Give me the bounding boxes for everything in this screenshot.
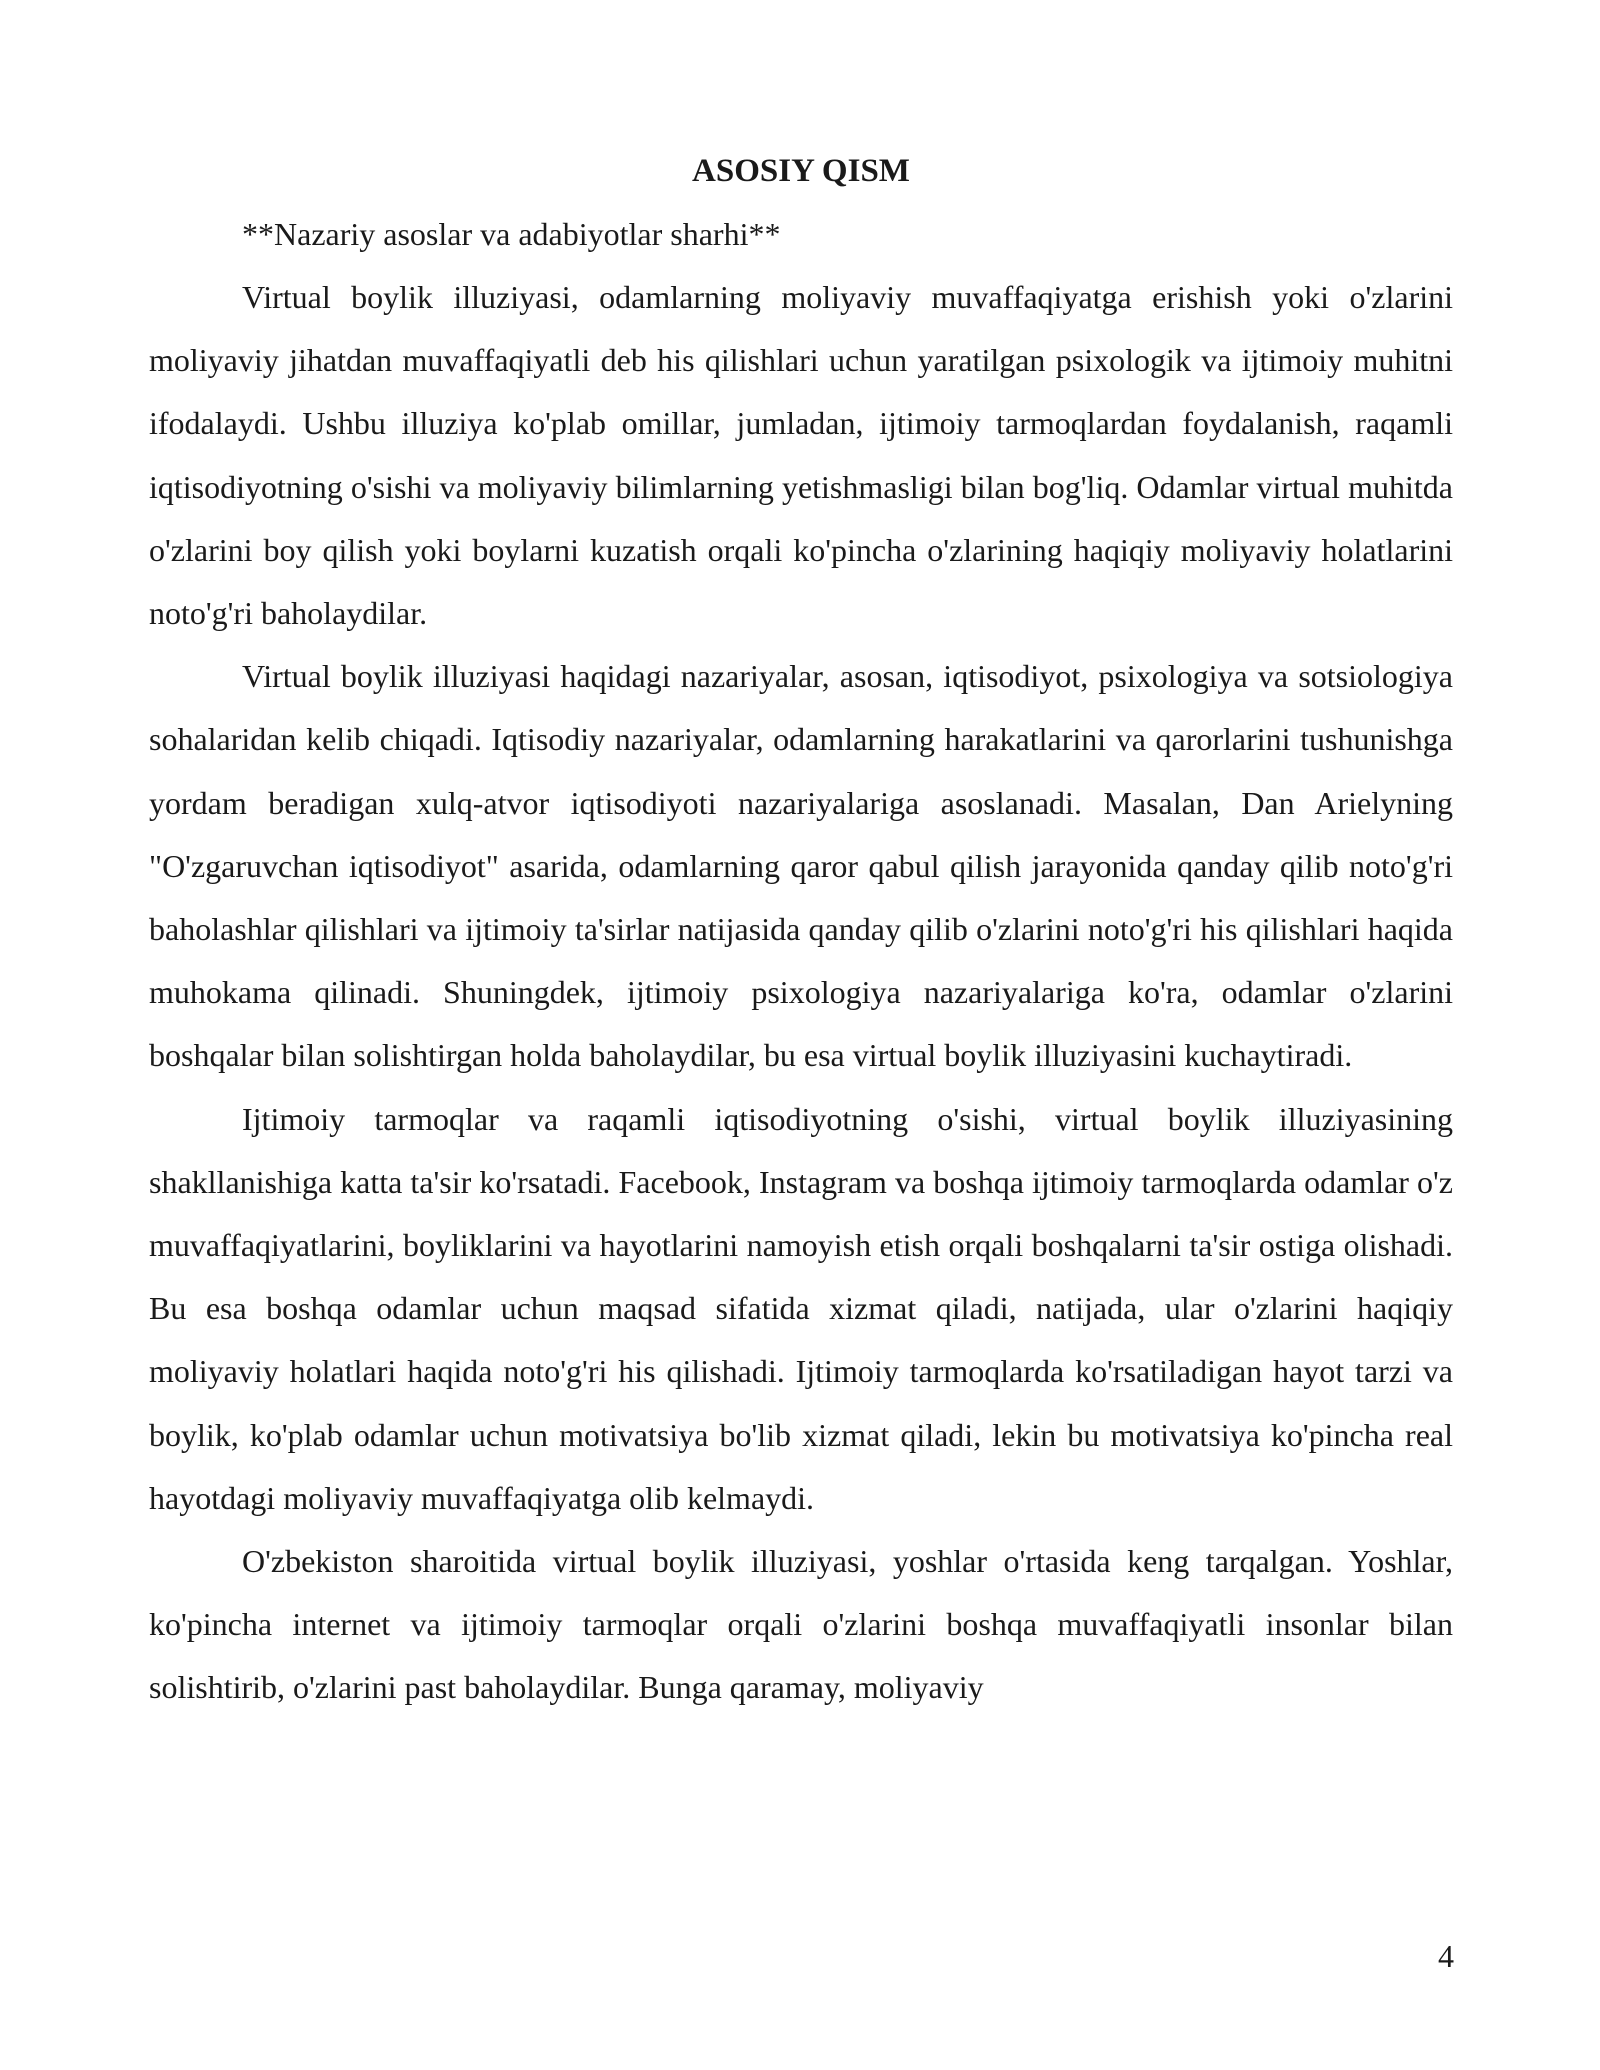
paragraph-3: Ijtimoiy tarmoqlar va raqamli iqtisodiyotning o'sishi, virtual boylik illuziyasining shakllanishiga katta ta'sir ko'rsatadi. Facebook, Instagram va boshqa ijtimoiy tarmoqlarda odamlar o'z muvaffaqiyatlarini, boyliklarini va hayotlarini namoyish etish orqali boshqalarni ta'sir ostiga olishadi. Bu esa boshqa odamlar uchun maqsad sifatida xizmat qiladi, natijada, ular o'zlarini haqiqiy moliyaviy holatlari haqida noto'g'ri his qilishadi. Ijtimoiy tarmoqlarda ko'rsatiladigan hayot tarzi va boylik, ko'plab odamlar uchun motivatsiya bo'lib xizmat qiladi, lekin bu motivatsiya ko'pincha real hayotdagi moliyaviy muvaffaqiyatga olib kelmaydi.: [149, 1100, 1453, 1516]
paragraph-4: O'zbekiston sharoitida virtual boylik illuziyasi, yoshlar o'rtasida keng tarqalgan. Yoshlar, ko'pincha internet va ijtimoiy tarmoqlar orqali o'zlarini boshqa muvaffaqiyatli insonlar bilan solishtirib, o'zlarini past baholaydilar. Bunga qaramay, moliyaviy: [149, 1543, 1453, 1706]
paragraph-2: Virtual boylik illuziyasi haqidagi nazariyalar, asosan, iqtisodiyot, psixologiya va sotsiologiya sohalaridan kelib chiqadi. Iqtisodiy nazariyalar, odamlarning harakatlarini va qarorlarini tushunishga yordam beradigan xulq-atvor iqtisodiyoti nazariyalariga asoslanadi. Masalan, Dan Arielyning "O'zgaruvchan iqtisodiyot" asarida, odamlarning qaror qabul qilish jarayonida qanday qilib noto'g'ri baholashlar qilishlari va ijtimoiy ta'sirlar natijasida qanday qilib o'zlarini noto'g'ri his qilishlari haqida muhokama qilinadi. Shuningdek, ijtimoiy psixologiya nazariyalariga ko'ra, odamlar o'zlarini boshqalar bilan solishtirgan holda baholaydilar, bu esa virtual boylik illuziyasini kuchaytiradi.: [149, 658, 1453, 1074]
section-title: ASOSIY QISM: [692, 153, 910, 189]
section-subtitle: **Nazariy asoslar va adabiyotlar sharhi**: [242, 216, 781, 252]
page-number: 4: [1438, 1938, 1454, 1974]
document-page: [149, 140, 1453, 1720]
paragraph-1: Virtual boylik illuziyasi, odamlarning moliyaviy muvaffaqiyatga erishish yoki o'zlarini moliyaviy jihatdan muvaffaqiyatli deb his qilishlari uchun yaratilgan psixologik va ijtimoiy muhitni ifodalaydi. Ushbu illuziya ko'plab omillar, jumladan, ijtimoiy tarmoqlardan foydalanish, raqamli iqtisodiyotning o'sishi va moliyaviy bilimlarning yetishmasligi bilan bog'liq. Odamlar virtual muhitda o'zlarini boy qilish yoki boylarni kuzatish orqali ko'pincha o'zlarining haqiqiy moliyaviy holatlarini noto'g'ri baholaydilar.: [149, 279, 1453, 632]
